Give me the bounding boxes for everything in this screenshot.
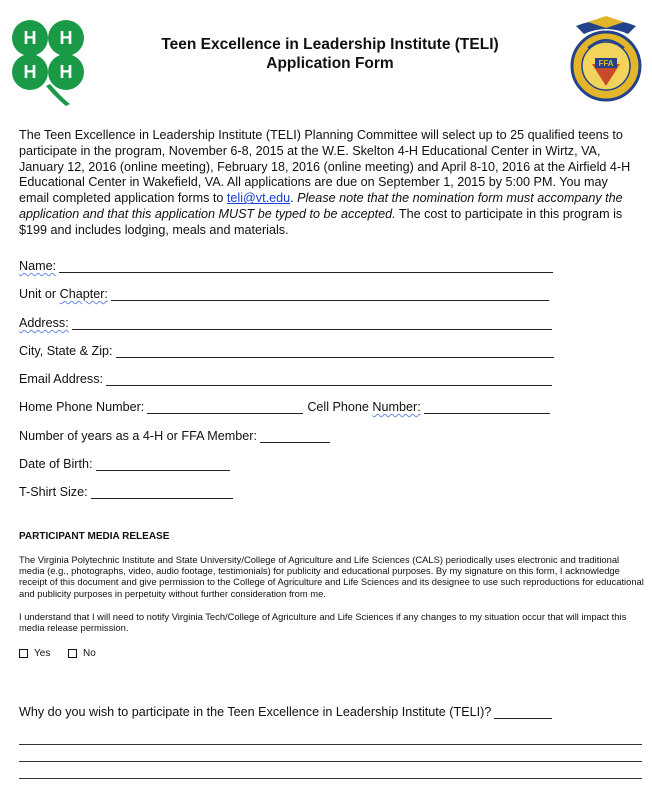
email-label: Email Address: bbox=[19, 372, 103, 386]
svg-text:H: H bbox=[59, 62, 73, 82]
dob-label: Date of Birth: bbox=[19, 457, 93, 471]
ffa-emblem-logo bbox=[568, 12, 644, 108]
cell-phone-field[interactable] bbox=[424, 400, 550, 414]
address-row bbox=[19, 316, 552, 330]
no-option[interactable] bbox=[68, 648, 96, 659]
svg-text:FFA: FFA bbox=[598, 59, 614, 68]
yes-label: Yes bbox=[34, 648, 51, 659]
svg-text:H: H bbox=[23, 28, 37, 48]
name-field[interactable] bbox=[59, 259, 553, 273]
address-label: Address: bbox=[19, 316, 69, 330]
yes-checkbox[interactable] bbox=[19, 649, 28, 658]
home-phone-field[interactable] bbox=[147, 400, 303, 414]
intro-text-1: The Teen Excellence in Leadership Institute (TELI) Planning Committee will select up to 25 qualified teens to participate in the program, November 6-8, 2015 at the W.E. Skelton 4-H Educational Center in Wirtz, VA, January 12, 2016 (online meeting), February 18, 2016 (online meeting) and April 8-10, 2016 at the Airfield 4-H Educational Center in Wakefield, VA. All applications are due on September 1, 2015 by 5:00 PM. You may email completed application forms to bbox=[19, 128, 631, 206]
no-label: No bbox=[83, 648, 96, 659]
cell-phone-label: Cell Phone Number: bbox=[307, 400, 421, 414]
intro-italic-note: Please note that the nomination form must accompany the application and that this application MUST be typed to be accepted. bbox=[19, 191, 623, 221]
unit-row bbox=[19, 287, 549, 301]
phone-row bbox=[19, 400, 550, 414]
yes-option[interactable] bbox=[19, 648, 50, 659]
dob-row bbox=[19, 457, 230, 471]
city-label: City, State & Zip: bbox=[19, 344, 113, 358]
answer-line-2[interactable] bbox=[19, 761, 642, 762]
intro-text-3: The cost to participate in this program is $199 and includes lodging, meals and materials. bbox=[19, 206, 623, 237]
form-title: Teen Excellence in Leadership Institute (TELI) bbox=[161, 36, 499, 53]
media-release-paragraph: The Virginia Polytechnic Institute and State University/College of Agriculture and Life Sciences (CALS) periodically uses electronic and traditional media (e.g., photographs, video, audio footage, testimonials) for publicity and educational purposes. By my signature on this form, I acknowledge receipt of this document and give permission to the College of Agriculture and Life Sciences and its designee to use such reproductions for educational and publicity purposes in perpetuity without further consideration from me. bbox=[19, 554, 644, 599]
address-field[interactable] bbox=[72, 316, 552, 330]
tshirt-field[interactable] bbox=[91, 485, 233, 499]
city-field[interactable] bbox=[116, 344, 554, 358]
unit-label: Unit or Chapter: bbox=[19, 287, 108, 301]
dob-field[interactable] bbox=[96, 457, 230, 471]
why-question: Why do you wish to participate in the Teen Excellence in Leadership Institute (TELI)? bbox=[19, 705, 492, 719]
why-row bbox=[19, 705, 552, 719]
answer-line-3[interactable] bbox=[19, 778, 642, 779]
email-link[interactable]: teli@vt.edu bbox=[226, 191, 291, 206]
email-row bbox=[19, 372, 552, 386]
answer-line-1[interactable] bbox=[19, 744, 642, 745]
years-row bbox=[19, 429, 330, 443]
tshirt-row bbox=[19, 485, 233, 499]
name-label: Name: bbox=[19, 259, 57, 273]
intro-text-2: . bbox=[290, 191, 298, 206]
no-checkbox[interactable] bbox=[68, 649, 77, 658]
svg-text:H: H bbox=[59, 28, 73, 48]
media-release-notice: I understand that I will need to notify Virginia Tech/College of Agriculture and Life Sciences if any changes to my situation occur that will impact this media release permission. bbox=[19, 611, 627, 634]
form-subtitle: Application Form bbox=[266, 55, 394, 72]
email-field[interactable] bbox=[106, 372, 552, 386]
svg-text:H: H bbox=[23, 62, 37, 82]
home-phone-label: Home Phone Number: bbox=[19, 400, 145, 414]
unit-field[interactable] bbox=[111, 287, 549, 301]
name-row bbox=[19, 259, 553, 273]
intro-paragraph bbox=[19, 128, 641, 239]
years-label: Number of years as a 4-H or FFA Member: bbox=[19, 429, 257, 443]
why-inline-blank[interactable] bbox=[494, 705, 552, 719]
tshirt-label: T-Shirt Size: bbox=[19, 485, 88, 499]
city-row bbox=[19, 344, 554, 358]
media-release-title: PARTICIPANT MEDIA RELEASE bbox=[19, 531, 170, 542]
4-h-clover-logo bbox=[6, 14, 90, 106]
years-field[interactable] bbox=[260, 429, 330, 443]
